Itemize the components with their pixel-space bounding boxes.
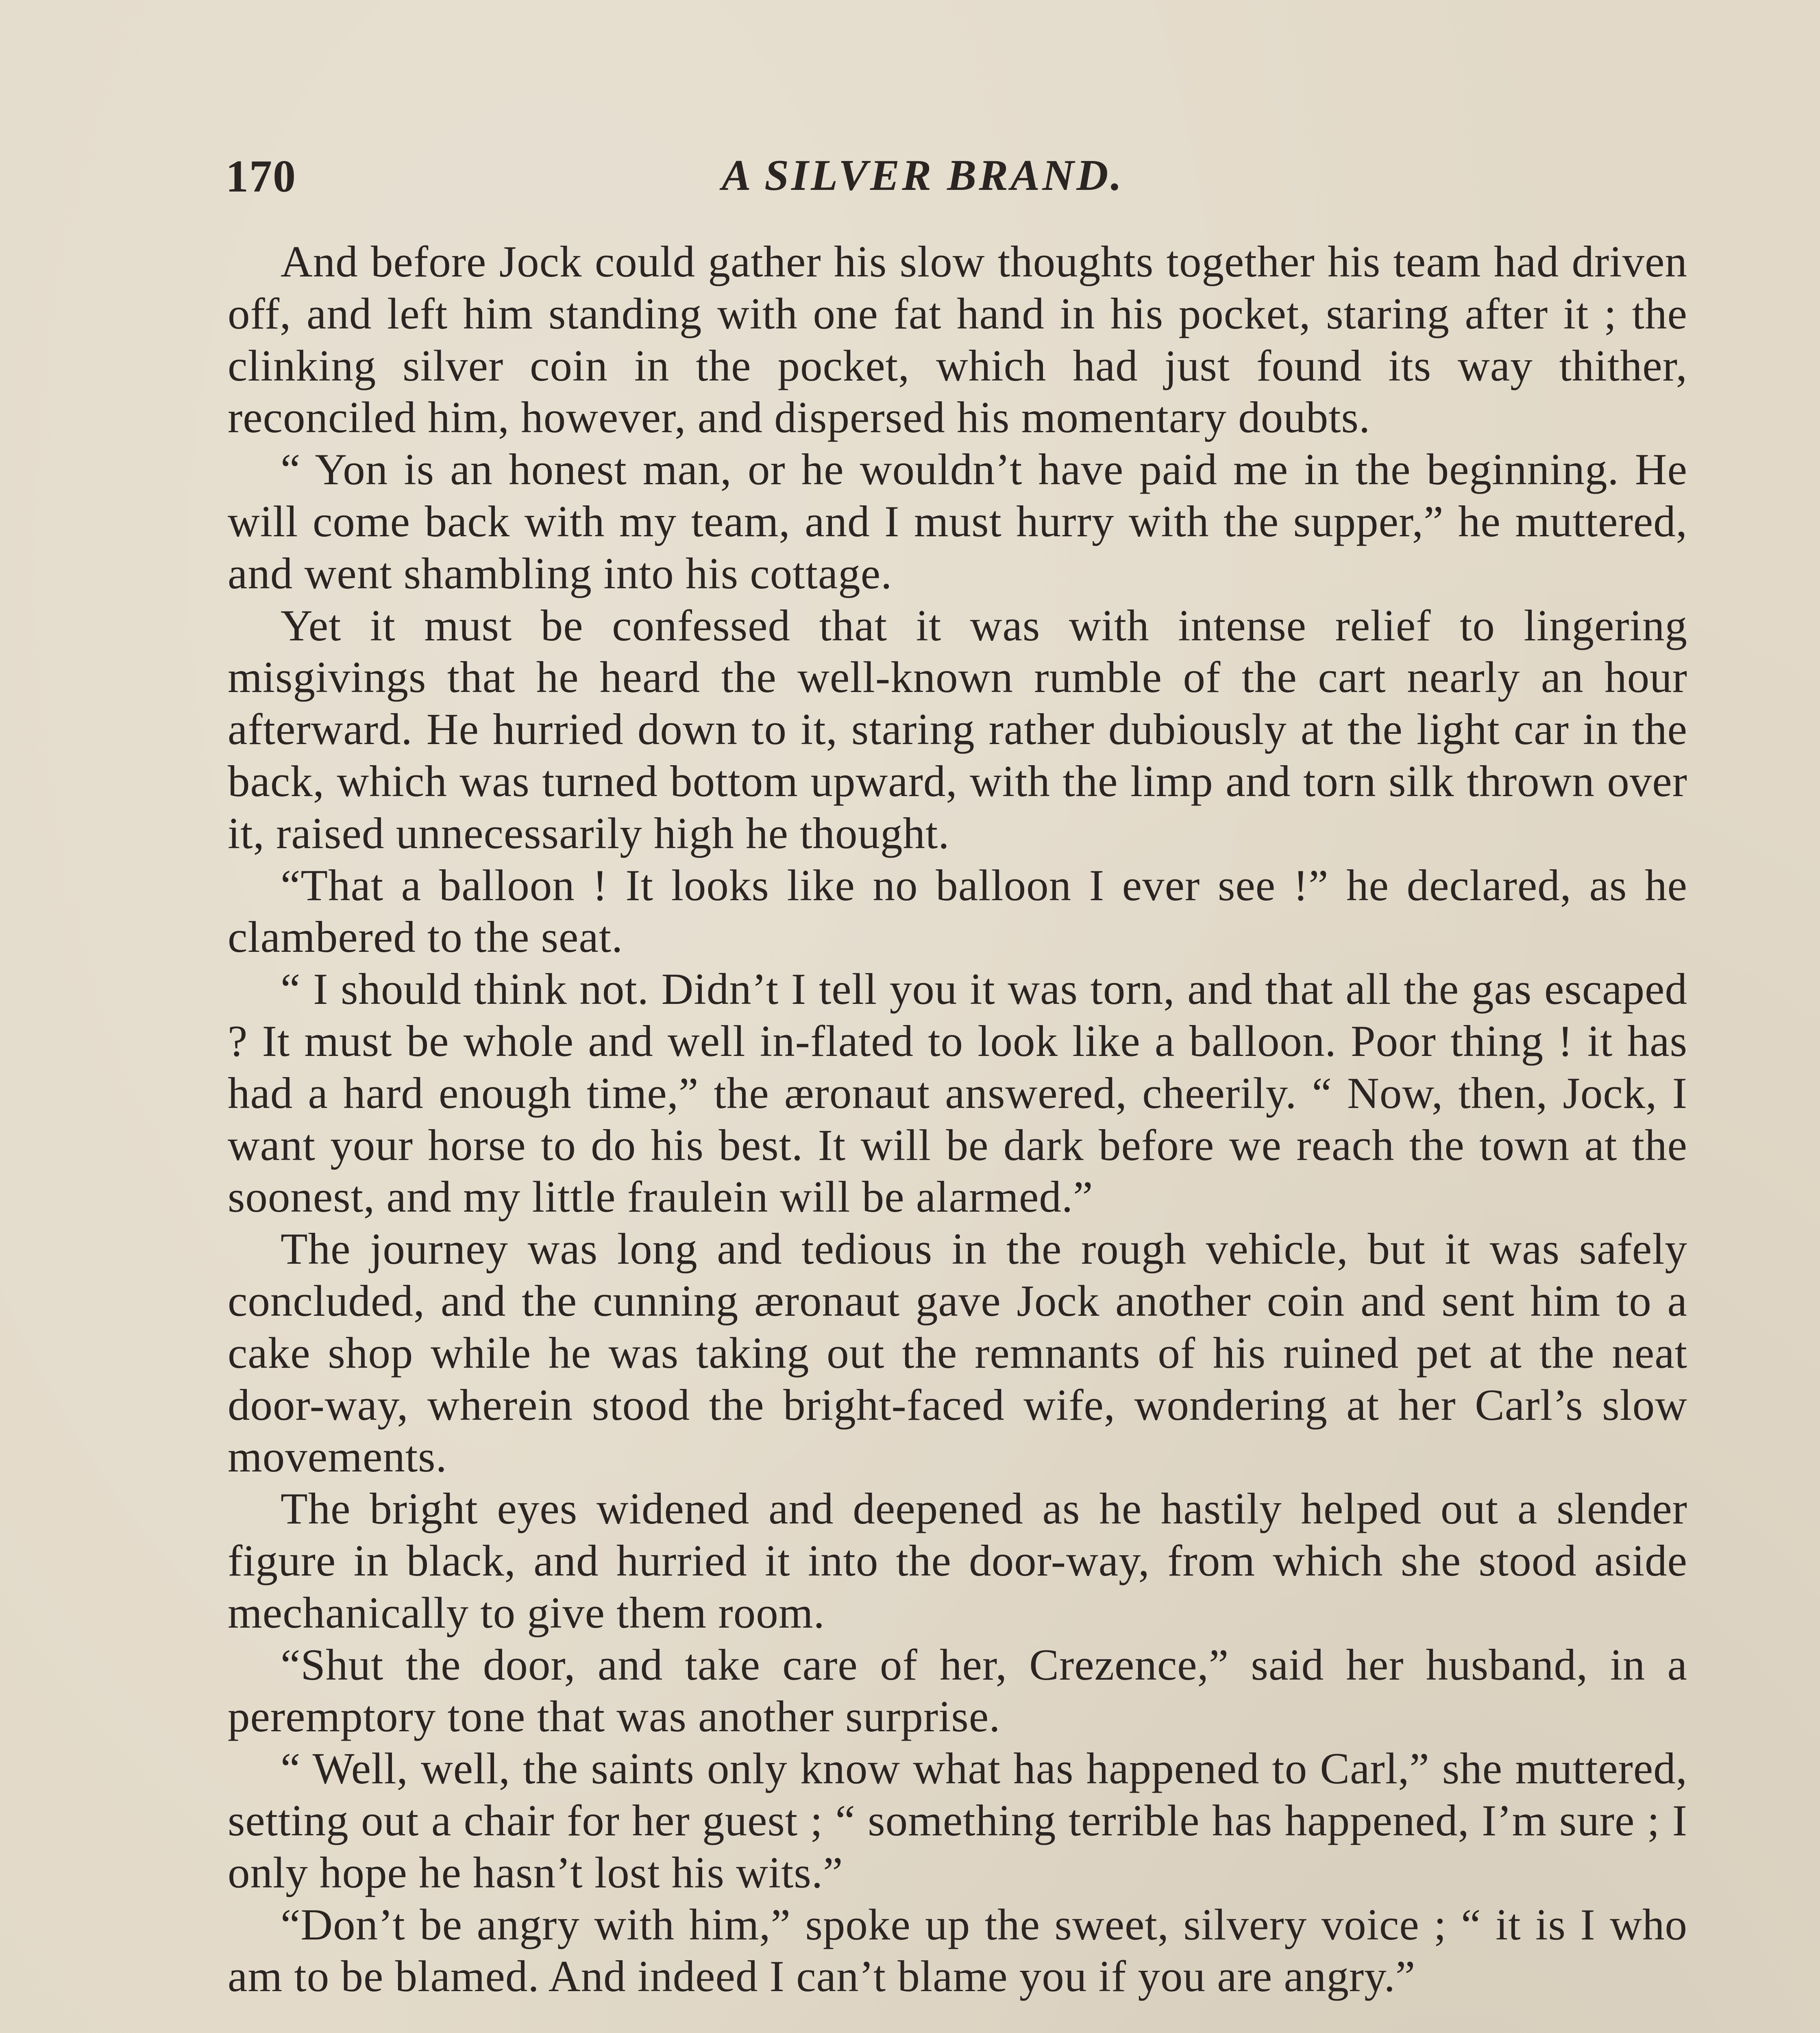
paragraph: The bright eyes widened and deepened as he hastily helped out a slender figure in black, and hurried it into the door-way, from which she stood aside mechanically to give them room. <box>228 1484 1687 1637</box>
paragraph: “Shut the door, and take care of her, Crezence,” said her husband, in a peremptory tone that was another surprise. <box>228 1640 1687 1741</box>
paragraph: “ I should think not. Didn’t I tell you it was torn, and that all the gas escaped ? It must be whole and well in-flated to look like a balloon. Poor thing ! it has had a hard enough time,” the æronaut answered, cheerily. “ Now, then, Jock, I want your horse to do his best. It will be dark before we reach the town at the soonest, and my little fraulein will be alarmed.” <box>228 964 1687 1222</box>
paragraph: Yet it must be confessed that it was with intense relief to lingering misgivings that he heard the well-known rumble of the cart nearly an hour afterward. He hurried down to it, staring rather dubiously at the light car in the back, which was turned bottom upward, with the limp and torn silk thrown over it, raised unnecessarily high he thought. <box>228 601 1687 858</box>
paragraph: “ Yon is an honest man, or he wouldn’t have paid me in the beginning. He will come back with my team, and I must hurry with the supper,” he muttered, and went shambling into his cottage. <box>228 445 1687 598</box>
body-text <box>228 236 1687 2003</box>
paragraph: And before Jock could gather his slow thoughts together his team had driven off, and left him standing with one fat hand in his pocket, staring after it ; the clinking silver coin in the pocket, which had just found its way thither, reconciled him, however, and dispersed his momentary doubts. <box>228 237 1687 442</box>
page-header <box>226 150 1689 211</box>
page-number: 170 <box>226 151 296 202</box>
running-title: A SILVER BRAND. <box>722 151 1124 200</box>
paragraph: The journey was long and tedious in the rough vehicle, but it was safely concluded, and the cunning æronaut gave Jock another coin and sent him to a cake shop while he was taking out the remnants of his ruined pet at the neat door-way, wherein stood the bright-faced wife, wondering at her Carl’s slow movements. <box>228 1224 1687 1482</box>
paragraph: “Don’t be angry with him,” spoke up the sweet, silvery voice ; “ it is I who am to be blamed. And indeed I can’t blame you if you are angry.” <box>228 1900 1687 2001</box>
paragraph: “That a balloon ! It looks like no balloon I ever see !” he declared, as he clambered to the seat. <box>228 860 1687 962</box>
paragraph: “ Well, well, the saints only know what has happened to Carl,” she muttered, setting out a chair for her guest ; “ something terrible has happened, I’m sure ; I only hope he hasn’t lost his wits.” <box>228 1744 1687 1897</box>
